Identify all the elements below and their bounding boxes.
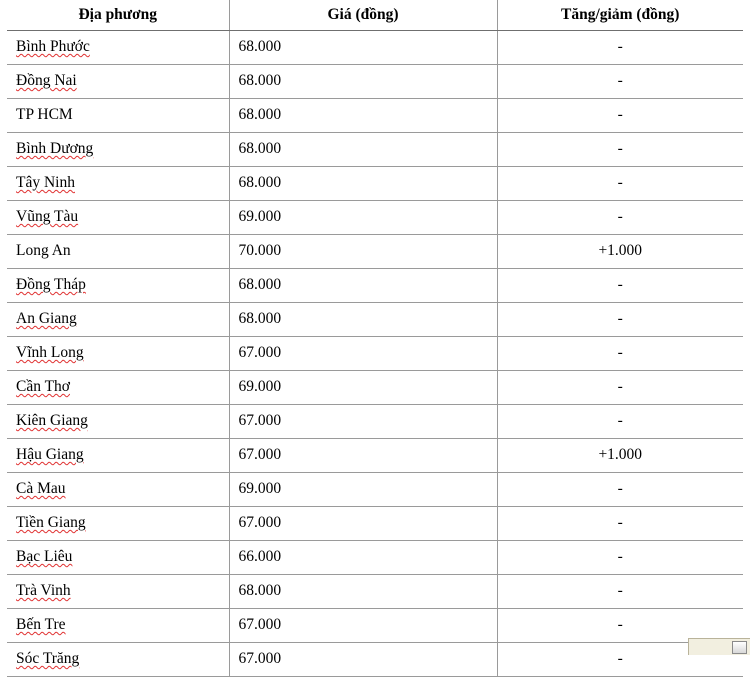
table-row — [7, 439, 743, 473]
location-text: Kiên Giang — [16, 412, 88, 430]
cell-price: 67.000 — [229, 337, 497, 371]
cell-price: 67.000 — [229, 609, 497, 643]
cell-location — [7, 371, 229, 405]
table-row — [7, 303, 743, 337]
column-header-location: Địa phương — [7, 0, 229, 31]
cell-change: - — [497, 167, 743, 201]
location-text: Bạc Liêu — [16, 548, 73, 566]
table-header — [7, 0, 743, 31]
location-text: Đồng Tháp — [16, 276, 86, 294]
cell-change: - — [497, 575, 743, 609]
cell-location — [7, 31, 229, 65]
column-header-price: Giá (đồng) — [229, 0, 497, 31]
cell-location — [7, 643, 229, 677]
table-row — [7, 99, 743, 133]
cell-location — [7, 405, 229, 439]
cell-price: 68.000 — [229, 269, 497, 303]
location-text: Sóc Trăng — [16, 650, 80, 668]
table-row — [7, 473, 743, 507]
table-row — [7, 609, 743, 643]
cell-price: 70.000 — [229, 235, 497, 269]
cell-location — [7, 507, 229, 541]
cell-change: - — [497, 473, 743, 507]
cell-location — [7, 337, 229, 371]
table-row — [7, 507, 743, 541]
cell-location — [7, 133, 229, 167]
cell-change: - — [497, 507, 743, 541]
table-row — [7, 371, 743, 405]
cell-price: 67.000 — [229, 439, 497, 473]
location-text: Cà Mau — [16, 480, 66, 498]
cell-price: 68.000 — [229, 99, 497, 133]
location-text: Đồng Nai — [16, 72, 77, 90]
cell-location — [7, 473, 229, 507]
location-text: Vĩnh Long — [16, 344, 84, 362]
table-row — [7, 201, 743, 235]
taskbar-corner — [688, 638, 750, 655]
table-row — [7, 235, 743, 269]
location-text: Bình Phước — [16, 38, 90, 56]
cell-change: - — [497, 133, 743, 167]
cell-change: +1.000 — [497, 235, 743, 269]
cell-price: 68.000 — [229, 167, 497, 201]
location-text: An Giang — [16, 310, 77, 328]
table-row — [7, 643, 743, 677]
location-text: Hậu Giang — [16, 446, 84, 464]
table-row — [7, 405, 743, 439]
cell-change: - — [497, 31, 743, 65]
cell-change: - — [497, 337, 743, 371]
cell-location — [7, 65, 229, 99]
location-text: Tiền Giang — [16, 514, 86, 532]
cell-location — [7, 99, 229, 133]
cell-change: - — [497, 541, 743, 575]
cell-change: - — [497, 609, 743, 643]
cell-change: - — [497, 99, 743, 133]
cell-price: 69.000 — [229, 371, 497, 405]
cell-change: - — [497, 643, 743, 677]
table-row — [7, 575, 743, 609]
table-row — [7, 167, 743, 201]
location-text: Trà Vinh — [16, 582, 71, 600]
cell-location — [7, 235, 229, 269]
cell-price: 68.000 — [229, 303, 497, 337]
cell-location — [7, 575, 229, 609]
cell-change: - — [497, 405, 743, 439]
cell-location — [7, 167, 229, 201]
cell-price: 68.000 — [229, 31, 497, 65]
cell-change: +1.000 — [497, 439, 743, 473]
cell-location — [7, 303, 229, 337]
cell-price: 69.000 — [229, 201, 497, 235]
table-row — [7, 337, 743, 371]
location-text: Bình Dương — [16, 140, 94, 158]
table-row — [7, 269, 743, 303]
location-text: Bến Tre — [16, 616, 66, 634]
cell-price: 68.000 — [229, 65, 497, 99]
table-row — [7, 541, 743, 575]
cell-price: 66.000 — [229, 541, 497, 575]
cell-change: - — [497, 201, 743, 235]
location-text: Vũng Tàu — [16, 208, 79, 226]
price-table — [7, 0, 743, 677]
cell-price: 68.000 — [229, 575, 497, 609]
cell-price: 69.000 — [229, 473, 497, 507]
cell-price: 67.000 — [229, 507, 497, 541]
table-row — [7, 133, 743, 167]
cell-location — [7, 269, 229, 303]
table-body — [7, 31, 743, 677]
location-text: Long An — [16, 242, 71, 260]
cell-change: - — [497, 65, 743, 99]
location-text: TP HCM — [16, 106, 73, 124]
window-icon[interactable] — [732, 641, 747, 654]
cell-change: - — [497, 303, 743, 337]
cell-location — [7, 201, 229, 235]
cell-location — [7, 541, 229, 575]
location-text: Cần Thơ — [16, 378, 70, 396]
cell-location — [7, 609, 229, 643]
table-row — [7, 31, 743, 65]
column-header-change: Tăng/giảm (đồng) — [497, 0, 743, 31]
location-text: Tây Ninh — [16, 174, 75, 192]
cell-price: 68.000 — [229, 133, 497, 167]
cell-price: 67.000 — [229, 405, 497, 439]
cell-price: 67.000 — [229, 643, 497, 677]
cell-change: - — [497, 269, 743, 303]
table-header-row — [7, 0, 743, 31]
cell-change: - — [497, 371, 743, 405]
cell-location — [7, 439, 229, 473]
table-row — [7, 65, 743, 99]
